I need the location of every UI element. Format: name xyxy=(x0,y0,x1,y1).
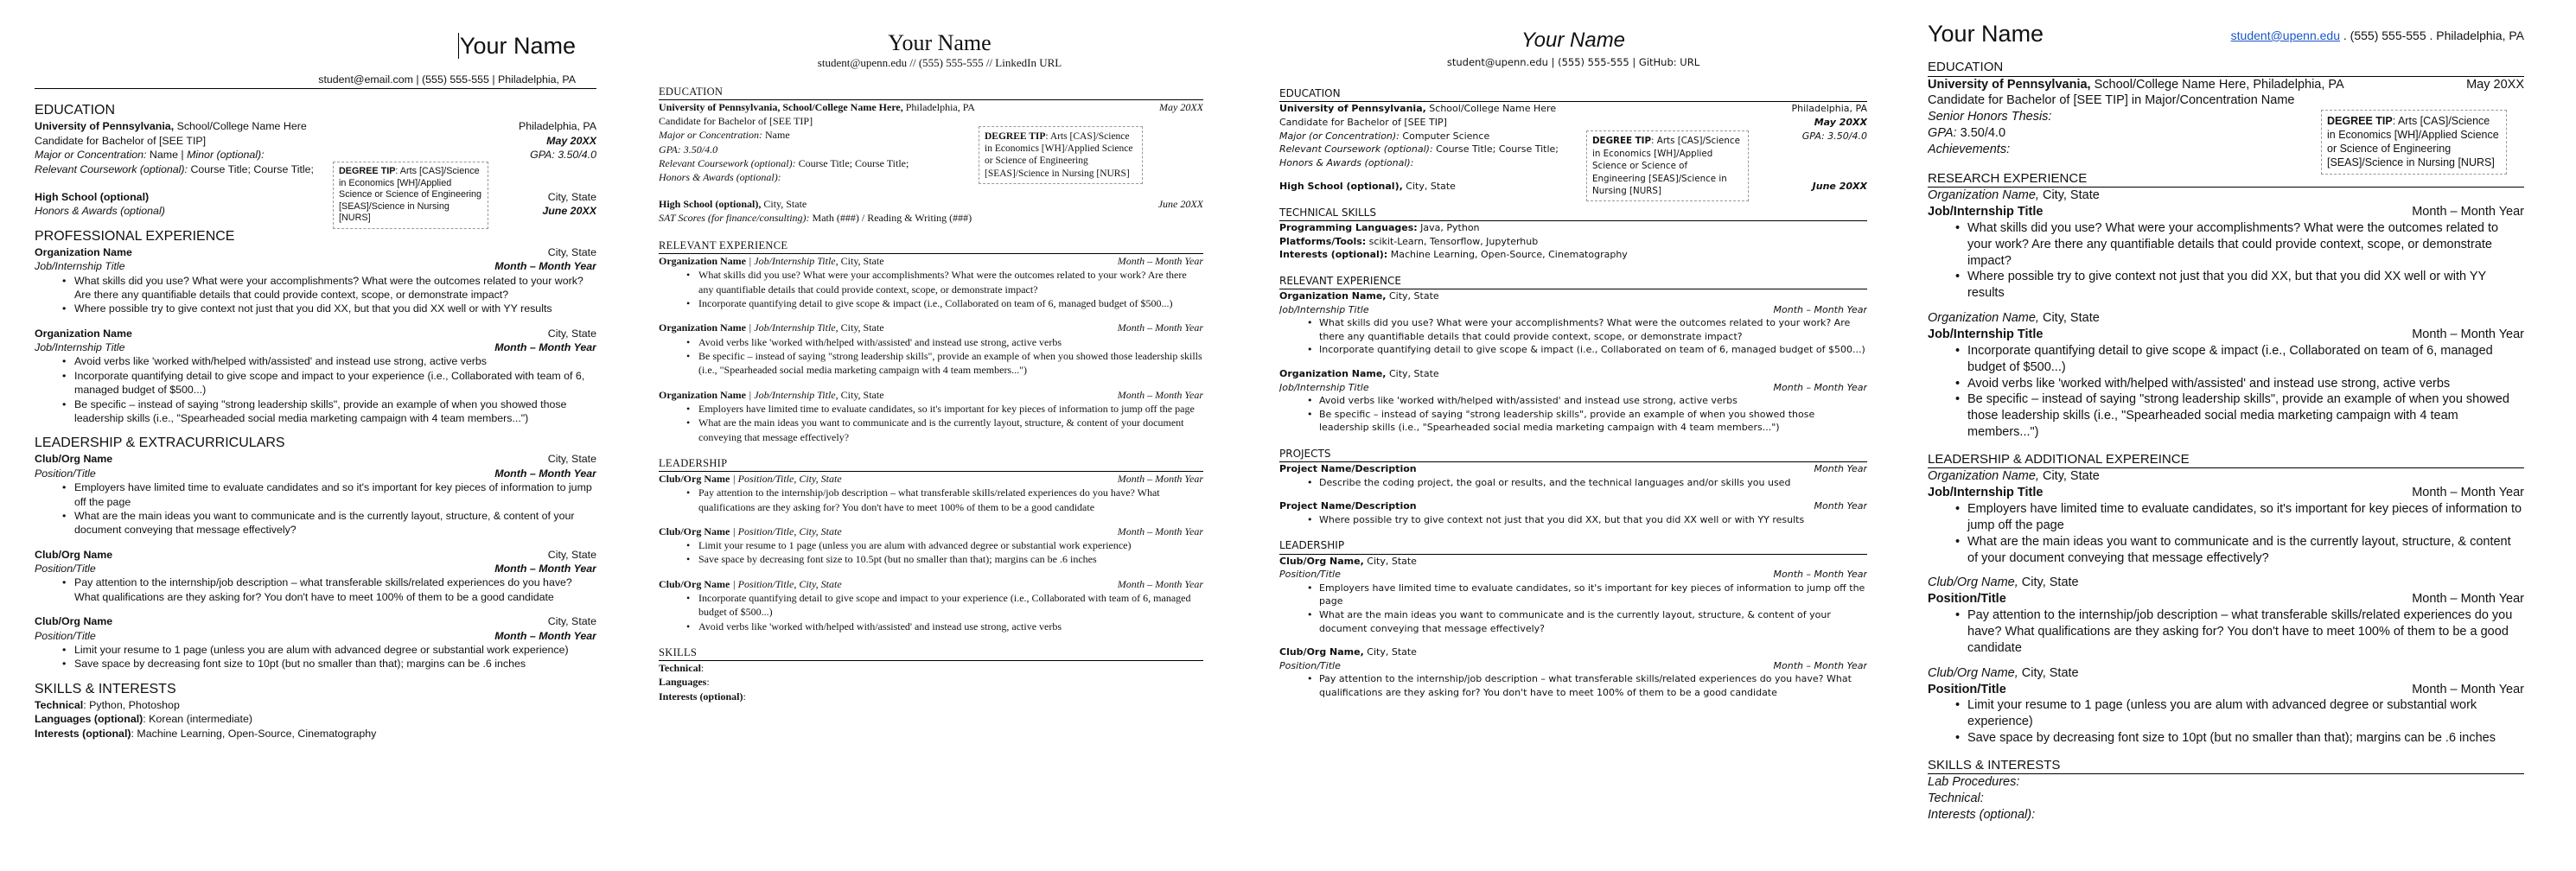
contact-line: student@upenn.edu | (555) 555-555 | GitHub: URL xyxy=(1446,56,1700,68)
bullet: • Employers have limited time to evaluate candidates, so it's important for key pieces of information to jump off the page xyxy=(698,402,1203,416)
leadership-entry: Club/Org Name, City, State Position/Title Month – Month Year • Employers have limited time to evaluate candidates, so it's important for key pieces of information to jump off the page • What are the main ideas you want to communicate and is the currently layout, structure, & content of your document conveying that message effectively? xyxy=(1279,555,1867,636)
experience-entry: Organization Name, City, State Job/Internship Title Month – Month Year • Incorporate quantifying detail to give scope & impact (i.e., Collaborated on team of 6, managed budget of $500...) • Avoid verbs like 'worked with/helped with/assisted' and instead use strong, active verbs • Be specific – instead of saying "strong leadership skills", provide an example of when you showed those leadership skills (i.e., "Spearheaded social media marketing campaign with 4 team members...") xyxy=(1928,310,2524,441)
bullet: • Where possible try to give context not just that you did XX, but that you did XX well or with YY results xyxy=(1967,269,2524,302)
bullet: • Avoid verbs like 'worked with/helped with/assisted' and instead use strong, active verbs xyxy=(698,335,1203,349)
bullet: • Incorporate quantifying detail to give scope & impact (i.e., Collaborated on team of 6, managed budget of $500...) xyxy=(1319,343,1867,357)
experience-entry: Organization Name, City, State Job/Internship Title Month – Month Year • Avoid verbs like 'worked with/helped with/assisted' and instead use strong, active verbs • Be specific – instead of saying "strong leadership skills", provide an example of when you showed those leadership skills (i.e., "Spearheaded social media marketing campaign with 4 team members...") xyxy=(1279,367,1867,435)
bullet: • Save space by decreasing font size to 10pt (but no smaller than that); margins can be .6 inches xyxy=(74,657,596,671)
bullet: • What skills did you use? What were your accomplishments? What were the outcomes related to your work? Are there any quantifiable details that could provide context, scope, or demonstrate impact? xyxy=(74,274,596,302)
bullet: • Avoid verbs like 'worked with/helped with/assisted' and instead use strong, active verbs xyxy=(698,620,1203,633)
education-block: University of Pennsylvania, School/College Name Here, Philadelphia, PA May 20XX Candidate for Bachelor of [SEE TIP] Major or Concentration: Name GPA: 3.50/4.0 Relevant Coursework (optional): Course Title; Course Title; Honors & Awards (optional): DEGREE TIP: Arts [CAS]/Science in Economics [WH]/Applied Science or Science of Engineering [SEAS]/Science in Nursing [NURS] xyxy=(659,100,1203,184)
skills-heading: SKILLS xyxy=(659,645,1203,661)
bullet: • What skills did you use? What were your accomplishments? What were the outcomes related to your work? Are there any quantifiable details that could provide context, scope, or demonstrate impact? xyxy=(1967,220,2524,270)
leadership-entry: Club/Org Name City, State Position/Title Month – Month Year • Limit your resume to 1 page (unless you are alum with advanced degree or substantial work experience) • Save space by decreasing font size to 10pt (but no smaller than that); margins can be .6 inches xyxy=(35,614,596,671)
bullet: • Where possible try to give context not just that you did XX, but that you did XX well or with YY results xyxy=(74,302,596,315)
leadership-entry: Club/Org Name, City, State Position/Title Month – Month Year • Pay attention to the internship/job description – what transferable skills/related experiences do you have? What qualifications are they asking for? You don't have to meet 100% of them to be a good candidate xyxy=(1279,645,1867,699)
bullet: • What skills did you use? What were your accomplishments? What were the outcomes related to your work? Are there any quantifiable details that could provide context, scope, or demonstrate impact? xyxy=(1319,316,1867,343)
bullet: • Pay attention to the internship/job description – what transferable skills/related experiences do you have? What qualifications are they asking for? You don't have to meet 100% of them to be a good candidate xyxy=(698,486,1203,514)
leadership-heading: LEADERSHIP & ADDITIONAL EXPEREINCE xyxy=(1928,451,2524,469)
experience-entry: Organization Name | Job/Internship Title, City, State Month – Month Year • Avoid verbs like 'worked with/helped with/assisted' and instead use strong, active verbs • Be specific – instead of saying "strong leadership skills", provide an example of when you showed those leadership skills (i.e., "Spearheaded social media marketing campaign with 4 team members...") xyxy=(659,321,1203,377)
leadership-entry: Club/Org Name | Position/Title, City, State Month – Month Year • Incorporate quantifying detail to give scope and impact to your experience (i.e., Collaborated with team of 6, managed budget of $500...) • Avoid verbs like 'worked with/helped with/assisted' and instead use strong, active verbs xyxy=(659,577,1203,633)
email-link[interactable]: student@upenn.edu xyxy=(2230,28,2340,42)
skills-heading: SKILLS & INTERESTS xyxy=(35,681,176,696)
bullet: • Describe the coding project, the goal or results, and the technical languages and/or skills you used xyxy=(1319,476,1867,490)
education-block: University of Pennsylvania, School/College Name Here, Philadelphia, PA May 20XX Candidate for Bachelor of [SEE TIP] in Major/Concentration Name Senior Honors Thesis: GPA: 3.50/4.0 Achievements: DEGREE TIP: Arts [CAS]/Science in Economics [WH]/Applied Science or Science of Engineering [SEAS]/Science in Nursing [NURS] xyxy=(1928,77,2524,158)
resume-name: Your Name xyxy=(1928,21,2044,47)
bullet: • Be specific – instead of saying "strong leadership skills", provide an example of when you showed those leadership skills (i.e., "Spearheaded social media marketing campaign with 4 team members...") xyxy=(1967,391,2524,441)
bullet: • Avoid verbs like 'worked with/helped with/assisted' and instead use strong, active verbs xyxy=(1319,394,1867,408)
contact-line: student@upenn.edu . (555) 555-555 . Philadelphia, PA xyxy=(2230,28,2524,42)
bullet: • Employers have limited time to evaluate candidates, so it's important for key pieces of information to jump off the page xyxy=(1319,582,1867,608)
experience-entry: Organization Name, City, State Job/Internship Title Month – Month Year • What skills did you use? What were your accomplishments? What were the outcomes related to your work? Are there any quantifiable details that could provide context, scope, or demonstrate impact? • Incorporate quantifying detail to give scope & impact (i.e., Collaborated on team of 6, managed budget of $500...) xyxy=(1279,289,1867,357)
bullet: • What are the main ideas you want to communicate and is the currently layout, structure, & content of your document conveying that message effectively? xyxy=(1319,608,1867,635)
experience-entry: Organization Name, City, State Job/Internship Title Month – Month Year • What skills did you use? What were your accomplishments? What were the outcomes related to your work? Are there any quantifiable details that could provide context, scope, or demonstrate impact? • Where possible try to give context not just that you did XX, but that you did XX well or with YY results xyxy=(1928,188,2524,302)
resume-2: Your Name student@upenn.edu // (555) 555-555 // LinkedIn URL EDUCATION University of Pennsylvania, School/College Name Here, Philadelphia, PA May 20XX Candidate for Bachelor of [SEE TIP] Major or Concentration: Name GPA: 3.50/4.0 Relevant Coursework (optional): Course Title; Course Title; Honors & Awards (optional): DEGREE TIP: Arts [CAS]/Science in Economics [WH]/Applied Science or Science of Engineering [SEAS]/Science in Nursing [NURS] High School (optional), City, State June 20XX SAT Scores (for finance/consulting): Math (###) / Reading & Writing (###) RELEVANT EXPERIENCE Organization Name | Job/Internship Title, City, State Month – Month Year • What skills did you use? What were your accomplishments? What were the outcomes related to your work? Are there any quantifiable details that could provide context, scope, or demonstrate impact? • Incorporate quantifying detail to give scope & impact (i.e., Collaborated on team of 6, managed budget of $500...) Organization Name | Job/Internship Title, City, State Month – Month Year • Avoid verbs like 'worked with/helped with/assisted' and instead use strong, active verbs • Be specific – instead of saying "strong leadership skills", provide an example of when you showed those leadership skills (i.e., "Spearheaded social media marketing campaign with 4 team members...") Organization Name | Job/Internship Title, City, State Month – Month Year • Employers have limited time to evaluate candidates, so it's important for key pieces of information to jump off the page • What are the main ideas you want to communicate and is the currently layout, structure, & content of your document conveying that message effectively? LEADERSHIP Club/Org Name | Position/Title, City, State Month – Month Year • Pay attention to the internship/job description – what transferable skills/related experiences do you have? What qualifications are they asking for? You don't have to meet 100% of them to be a good candidate Club/Org Name | Position/Title, City, State Month – Month Year • Limit your resume to 1 page (unless you are alum with advanced degree or substantial work experience) • Save space by decreasing font size to 10.5pt (but no smaller than that); margins can be .6 inches Club/Org Name | Position/Title, City, State Month – Month Year • Incorporate quantifying detail to give scope and impact to your experience (i.e., Collaborated with team of 6, managed budget of $500...) • Avoid verbs like 'worked with/helped with/assisted' and instead use strong, active verbs SKILLS Technical: Languages: Interests (optional): xyxy=(659,0,1203,871)
experience-heading: RELEVANT EXPERIENCE xyxy=(1279,274,1867,289)
bullet: • Pay attention to the internship/job description – what transferable skills/related experiences do you have? What qualifications are they asking for? You don't have to meet 100% of them to be a good candidate xyxy=(74,575,596,604)
bullet: • Where possible try to give context not just that you did XX, but that you did XX well or with YY results xyxy=(1319,513,1867,527)
experience-heading: RELEVANT EXPERIENCE xyxy=(659,238,1203,254)
bullet: • Employers have limited time to evaluate candidates and so it's important for key pieces of information to jump off the page xyxy=(74,480,596,509)
education-heading: EDUCATION xyxy=(1928,59,2524,77)
experience-heading: PROFESSIONAL EXPERIENCE xyxy=(35,228,235,244)
bullet: • Incorporate quantifying detail to give scope & impact (i.e., Collaborated on team of 6, managed budget of $500...) xyxy=(1967,343,2524,376)
research-heading: RESEARCH EXPERIENCE xyxy=(1928,170,2524,188)
leadership-entry: Organization Name, City, State Job/Internship Title Month – Month Year • Employers have limited time to evaluate candidates, so it's important for key pieces of information to jump off the page • What are the main ideas you want to communicate and is the currently layout, structure, & content of your document conveying that message effectively? xyxy=(1928,468,2524,566)
education-block: University of Pennsylvania, School/College Name Here Philadelphia, PA Candidate for Bachelor of [SEE TIP] May 20XX Major or Concentration: Name | Minor (optional): GPA: 3.50/4.0 Relevant Coursework (optional): Course Title; Course Title; DEGREE TIP: Arts [CAS]/Science in Economics [WH]/Applied Science or Science of Engineering [SEAS]/Science in Nursing [NURS] xyxy=(35,119,596,176)
education-heading: EDUCATION xyxy=(1279,86,1867,102)
leadership-entry: Club/Org Name, City, State Position/Title Month – Month Year • Pay attention to the internship/job description – what transferable skills/related experiences do you have? What qualifications are they asking for? You don't have to meet 100% of them to be a good candidate xyxy=(1928,575,2524,656)
bullet: • Be specific – instead of saying "strong leadership skills", provide an example of when you showed those leadership skills (i.e., "Spearheaded social media marketing campaign with 4 team members...") xyxy=(1319,408,1867,435)
resume-4: Your Name student@upenn.edu . (555) 555-555 . Philadelphia, PA EDUCATION University of Pennsylvania, School/College Name Here, Philadelphia, PA May 20XX Candidate for Bachelor of [SEE TIP] in Major/Concentration Name Senior Honors Thesis: GPA: 3.50/4.0 Achievements: DEGREE TIP: Arts [CAS]/Science in Economics [WH]/Applied Science or Science of Engineering [SEAS]/Science in Nursing [NURS] RESEARCH EXPERIENCE Organization Name, City, State Job/Internship Title Month – Month Year • What skills did you use? What were your accomplishments? What were the outcomes related to your work? Are there any quantifiable details that could provide context, scope, or demonstrate impact? • Where possible try to give context not just that you did XX, but that you did XX well or with YY results Organization Name, City, State Job/Internship Title Month – Month Year • Incorporate quantifying detail to give scope & impact (i.e., Collaborated on team of 6, managed budget of $500...) • Avoid verbs like 'worked with/helped with/assisted' and instead use strong, active verbs • Be specific – instead of saying "strong leadership skills", provide an example of when you showed those leadership skills (i.e., "Spearheaded social media marketing campaign with 4 team members...") LEADERSHIP & ADDITIONAL EXPEREINCE Organization Name, City, State Job/Internship Title Month – Month Year • Employers have limited time to evaluate candidates, so it's important for key pieces of information to jump off the page • What are the main ideas you want to communicate and is the currently layout, structure, & content of your document conveying that message effectively? Club/Org Name, City, State Position/Title Month – Month Year • Pay attention to the internship/job description – what transferable skills/related experiences do you have? What qualifications are they asking for? You don't have to meet 100% of them to be a good candidate Club/Org Name, City, State Position/Title Month – Month Year • Limit your resume to 1 page (unless you are alum with advanced degree or substantial work experience) • Save space by decreasing font size to 10pt (but no smaller than that); margins can be .6 inches SKILLS & INTERESTS Lab Procedures: Technical: Interests (optional): xyxy=(1928,0,2524,871)
bullet: • Save space by decreasing font size to 10.5pt (but no smaller than that); margins can be .6 inches xyxy=(698,552,1203,566)
education-heading: EDUCATION xyxy=(659,85,1203,100)
bullet: • Pay attention to the internship/job description – what transferable skills/related experiences do you have? What qualifications are they asking for? You don't have to meet 100% of them to be a good candidate xyxy=(1967,607,2524,657)
leadership-entry: Club/Org Name City, State Position/Title Month – Month Year • Pay attention to the internship/job description – what transferable skills/related experiences do you have? What qualifications are they asking for? You don't have to meet 100% of them to be a good candidate xyxy=(35,548,596,605)
bullet: • Incorporate quantifying detail to give scope and impact to your experience (i.e., Collaborated with team of 6, managed budget of $500...) xyxy=(74,369,596,397)
bullet: • What are the main ideas you want to communicate and is the currently layout, structure, & content of your document conveying that message effectively? xyxy=(1967,534,2524,567)
degree-tip-box: DEGREE TIP: Arts [CAS]/Science in Economics [WH]/Applied Science or Science of Engineering [SEAS]/Science in Nursing [NURS] xyxy=(979,126,1143,185)
bullet: • Avoid verbs like 'worked with/helped with/assisted' and instead use strong, active verbs xyxy=(1967,376,2524,392)
bullet: • Limit your resume to 1 page (unless you are alum with advanced degree or substantial work experience) xyxy=(74,643,596,657)
leadership-entry: Club/Org Name | Position/Title, City, State Month – Month Year • Limit your resume to 1 page (unless you are alum with advanced degree or substantial work experience) • Save space by decreasing font size to 10.5pt (but no smaller than that); margins can be .6 inches xyxy=(659,525,1203,567)
bullet: • Avoid verbs like 'worked with/helped with/assisted' and instead use strong, active verbs xyxy=(74,354,596,368)
experience-entry: Organization Name City, State Job/Internship Title Month – Month Year • What skills did you use? What were your accomplishments? What were the outcomes related to your work? Are there any quantifiable details that could provide context, scope, or demonstrate impact? • Where possible try to give context not just that you did XX, but that you did XX well or with YY results xyxy=(35,245,596,316)
resume-1: Your Name student@email.com | (555) 555-555 | Philadelphia, PA EDUCATION University of Pennsylvania, School/College Name Here Philadelphia, PA Candidate for Bachelor of [SEE TIP] May 20XX Major or Concentration: Name | Minor (optional): GPA: 3.50/4.0 Relevant Coursework (optional): Course Title; Course Title; DEGREE TIP: Arts [CAS]/Science in Economics [WH]/Applied Science or Science of Engineering [SEAS]/Science in Nursing [NURS] High School (optional) City, State Honors & Awards (optional) June 20XX PROFESSIONAL EXPERIENCE Organization Name City, State Job/Internship Title Month – Month Year • What skills did you use? What were your accomplishments? What were the outcomes related to your work? Are there any quantifiable details that could provide context, scope, or demonstrate impact? • Where possible try to give context not just that you did XX, but that you did XX well or with YY results Organization Name City, State Job/Internship Title Month – Month Year • Avoid verbs like 'worked with/helped with/assisted' and instead use strong, active verbs • Incorporate quantifying detail to give scope and impact to your experience (i.e., Collaborated with team of 6, managed budget of $500...) • Be specific – instead of saying "strong leadership skills", provide an example of when you showed those leadership skills (i.e., "Spearheaded social media marketing campaign with 4 team members...") LEADERSHIP & EXTRACURRICULARS Club/Org Name City, State Position/Title Month – Month Year • Employers have limited time to evaluate candidates and so it's important for key pieces of information to jump off the page • What are the main ideas you want to communicate and is the currently layout, structure, & content of your document conveying that message effectively? Club/Org Name City, State Position/Title Month – Month Year • Pay attention to the internship/job description – what transferable skills/related experiences do you have? What qualifications are they asking for? You don't have to meet 100% of them to be a good candidate Club/Org Name City, State Position/Title Month – Month Year • Limit your resume to 1 page (unless you are alum with advanced degree or substantial work experience) • Save space by decreasing font size to 10pt (but no smaller than that); margins can be .6 inches SKILLS & INTERESTS Technical: Python, Photoshop Languages (optional): Korean (intermediate) Interests (optional): Machine Learning, Open-Source, Cinematography xyxy=(35,0,596,871)
leadership-entry: Club/Org Name City, State Position/Title Month – Month Year • Employers have limited time to evaluate candidates and so it's important for key pieces of information to jump off the page • What are the main ideas you want to communicate and is the currently layout, structure, & content of your document conveying that message effectively? xyxy=(35,452,596,537)
project-entry: Project Name/Description Month Year • Describe the coding project, the goal or results, and the technical languages and/or skills you used xyxy=(1279,462,1867,489)
bullet: • Be specific – instead of saying "strong leadership skills", provide an example of when you showed those leadership skills (i.e., "Spearheaded social media marketing campaign with 4 team members...") xyxy=(698,349,1203,378)
resume-name: Your Name xyxy=(888,30,992,55)
degree-tip-box: DEGREE TIP: Arts [CAS]/Science in Economics [WH]/Applied Science or Science of Engineering [SEAS]/Science in Nursing [NURS] xyxy=(2321,110,2507,175)
bullet: • Pay attention to the internship/job description – what transferable skills/related experiences do you have? What qualifications are they asking for? You don't have to meet 100% of them to be a good candidate xyxy=(1319,672,1867,699)
bullet: • Be specific – instead of saying "strong leadership skills", provide an example of when you showed those leadership skills (i.e., "Spearheaded social media marketing campaign with 4 team members...") xyxy=(74,397,596,426)
education-heading: EDUCATION xyxy=(35,103,116,118)
bullet: • Limit your resume to 1 page (unless you are alum with advanced degree or substantial work experience) xyxy=(698,538,1203,552)
resume-name: Your Name xyxy=(459,33,576,59)
project-entry: Project Name/Description Month Year • Where possible try to give context not just that you did XX, but that you did XX well or with YY results xyxy=(1279,499,1867,526)
bullet: • Save space by decreasing font size to 10pt (but no smaller than that); margins can be .6 inches xyxy=(1967,730,2524,747)
bullet: • Employers have limited time to evaluate candidates, so it's important for key pieces of information to jump off the page xyxy=(1967,501,2524,534)
bullet: • Limit your resume to 1 page (unless you are alum with advanced degree or substantial work experience) xyxy=(1967,697,2524,730)
experience-entry: Organization Name | Job/Internship Title, City, State Month – Month Year • Employers have limited time to evaluate candidates, so it's important for key pieces of information to jump off the page • What are the main ideas you want to communicate and is the currently layout, structure, & content of your document conveying that message effectively? xyxy=(659,388,1203,444)
bullet: • Incorporate quantifying detail to give scope & impact (i.e., Collaborated on team of 6, managed budget of $500...) xyxy=(698,296,1203,310)
leadership-entry: Club/Org Name, City, State Position/Title Month – Month Year • Limit your resume to 1 page (unless you are alum with advanced degree or substantial work experience) • Save space by decreasing font size to 10pt (but no smaller than that); margins can be .6 inches xyxy=(1928,665,2524,747)
degree-tip-box: DEGREE TIP: Arts [CAS]/Science in Economics [WH]/Applied Science or Science of Engineering [SEAS]/Science in Nursing [NURS] xyxy=(1586,130,1749,201)
leadership-heading: LEADERSHIP xyxy=(659,456,1203,472)
bullet: • What are the main ideas you want to communicate and is the currently layout, structure, & content of your document conveying that message effectively? xyxy=(698,416,1203,444)
experience-entry: Organization Name City, State Job/Internship Title Month – Month Year • Avoid verbs like 'worked with/helped with/assisted' and instead use strong, active verbs • Incorporate quantifying detail to give scope and impact to your experience (i.e., Collaborated with team of 6, managed budget of $500...) • Be specific – instead of saying "strong leadership skills", provide an example of when you showed those leadership skills (i.e., "Spearheaded social media marketing campaign with 4 team members...") xyxy=(35,327,596,426)
skills-heading: SKILLS & INTERESTS xyxy=(1928,757,2524,775)
bullet: • What skills did you use? What were your accomplishments? What were the outcomes related to your work? Are there any quantifiable details that could provide context, scope, or demonstrate impact? xyxy=(698,268,1203,296)
resume-name: Your Name xyxy=(1521,29,1626,52)
projects-heading: PROJECTS xyxy=(1279,447,1867,462)
resume-3: Your Name student@upenn.edu | (555) 555-555 | GitHub: URL EDUCATION University of Pennsylvania, School/College Name Here Philadelphia, PA Candidate for Bachelor of [SEE TIP] May 20XX Major (or Concentration): Computer Science GPA: 3.50/4.0 Relevant Coursework (optional): Course Title; Course Title; Honors & Awards (optional): DEGREE TIP: Arts [CAS]/Science in Economics [WH]/Applied Science or Science of Engineering [SEAS]/Science in Nursing [NURS] High School (optional), City, State June 20XX TECHNICAL SKILLS Programming Languages: Java, Python Platforms/Tools: scikit-Learn, Tensorflow, Jupyterhub Interests (optional): Machine Learning, Open-Source, Cinematography RELEVANT EXPERIENCE Organization Name, City, State Job/Internship Title Month – Month Year • What skills did you use? What were your accomplishments? What were the outcomes related to your work? Are there any quantifiable details that could provide context, scope, or demonstrate impact? • Incorporate quantifying detail to give scope & impact (i.e., Collaborated on team of 6, managed budget of $500...) Organization Name, City, State Job/Internship Title Month – Month Year • Avoid verbs like 'worked with/helped with/assisted' and instead use strong, active verbs • Be specific – instead of saying "strong leadership skills", provide an example of when you showed those leadership skills (i.e., "Spearheaded social media marketing campaign with 4 team members...") PROJECTS Project Name/Description Month Year • Describe the coding project, the goal or results, and the technical languages and/or skills you used Project Name/Description Month Year • Where possible try to give context not just that you did XX, but that you did XX well or with YY results LEADERSHIP Club/Org Name, City, State Position/Title Month – Month Year • Employers have limited time to evaluate candidates, so it's important for key pieces of information to jump off the page • What are the main ideas you want to communicate and is the currently layout, structure, & content of your document conveying that message effectively? Club/Org Name, City, State Position/Title Month – Month Year • Pay attention to the internship/job description – what transferable skills/related experiences do you have? What qualifications are they asking for? You don't have to meet 100% of them to be a good candidate xyxy=(1279,0,1867,871)
leadership-entry: Club/Org Name | Position/Title, City, State Month – Month Year • Pay attention to the internship/job description – what transferable skills/related experiences do you have? What qualifications are they asking for? You don't have to meet 100% of them to be a good candidate xyxy=(659,472,1203,514)
bullet: • Incorporate quantifying detail to give scope and impact to your experience (i.e., Collaborated with team of 6, managed budget of $500...) xyxy=(698,591,1203,620)
contact-line: student@upenn.edu // (555) 555-555 // LinkedIn URL xyxy=(817,56,1062,69)
leadership-heading: LEADERSHIP & EXTRACURRICULARS xyxy=(35,436,285,451)
technical-skills-heading: TECHNICAL SKILLS xyxy=(1279,206,1867,221)
bullet: • What are the main ideas you want to communicate and is the currently layout, structure, & content of your document conveying that message effectively? xyxy=(74,509,596,537)
contact-line: student@email.com | (555) 555-555 | Philadelphia, PA xyxy=(35,73,596,89)
education-block: University of Pennsylvania, School/College Name Here Philadelphia, PA Candidate for Bachelor of [SEE TIP] May 20XX Major (or Concentration): Computer Science GPA: 3.50/4.0 Relevant Coursework (optional): Course Title; Course Title; Honors & Awards (optional): DEGREE TIP: Arts [CAS]/Science in Economics [WH]/Applied Science or Science of Engineering [SEAS]/Science in Nursing [NURS] xyxy=(1279,102,1867,169)
degree-tip-box: DEGREE TIP: Arts [CAS]/Science in Economics [WH]/Applied Science or Science of Engineering [SEAS]/Science in Nursing [NURS] xyxy=(333,162,488,228)
leadership-heading: LEADERSHIP xyxy=(1279,538,1867,554)
experience-entry: Organization Name | Job/Internship Title, City, State Month – Month Year • What skills did you use? What were your accomplishments? What were the outcomes related to your work? Are there any quantifiable details that could provide context, scope, or demonstrate impact? • Incorporate quantifying detail to give scope & impact (i.e., Collaborated on team of 6, managed budget of $500...) xyxy=(659,254,1203,310)
